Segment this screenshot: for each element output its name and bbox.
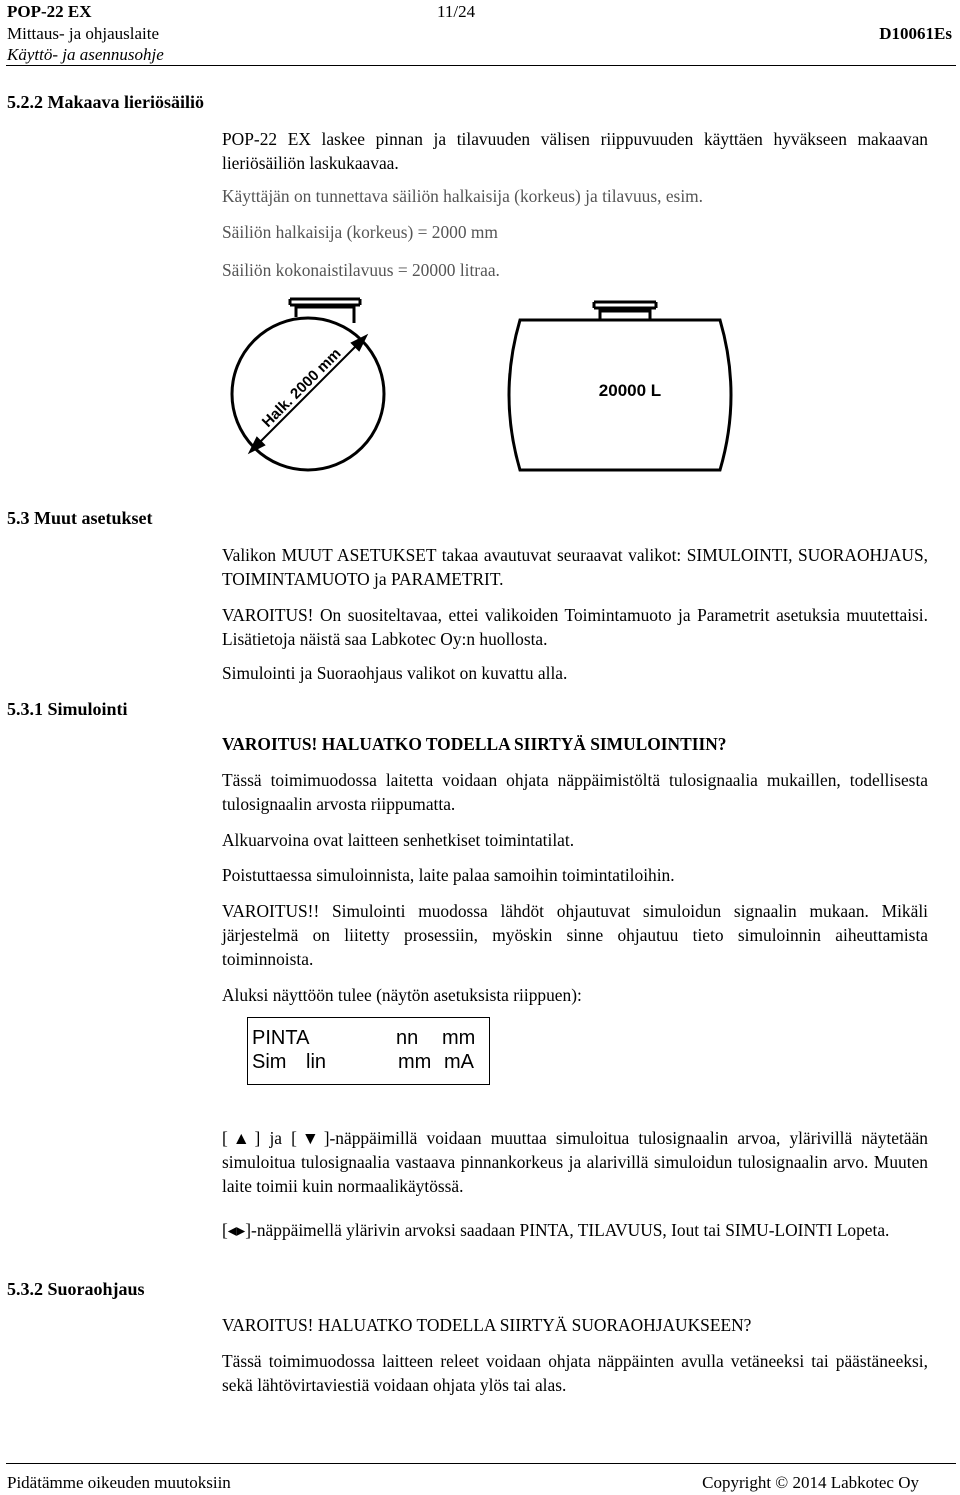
display-row1-value: nn (396, 1027, 419, 1049)
header-rule (6, 65, 956, 66)
paragraph: Valikon MUUT ASETUKSET takaa avautuvat seuraavat valikot: SIMULOINTI, SUORAOHJAUS, TOIMINTAMUOTO ja PARAMETRIT. (222, 545, 928, 589)
paragraph: VAROITUS! On suositeltavaa, ettei valikoiden Toimintamuoto ja Parametrit asetuksia muutettaisi. Lisätietoja näistä saa Labkotec Oy:n huollosta. (222, 605, 928, 649)
header-subtitle: Mittaus- ja ohjauslaite (7, 24, 160, 43)
page-number: 11/24 (437, 2, 476, 21)
paragraph: Aluksi näyttöön tulee (näytön asetuksista riippuen): (222, 985, 582, 1005)
paragraph: [▲] ja [▼]-näppäimillä voidaan muuttaa simuloitua tulosignaalin arvoa, ylärivillä näytetään simuloitua tulosignaalia vastaava pinnankorkeus ja alarivillä simuloidun tulosignaalin arvo. Muuten laite toimii kuin normaalikäytössä. (222, 1128, 928, 1196)
paragraph: Tässä toimimuodossa laitetta voidaan ohjata näppäimistöltä tulosignaalia mukaillen, todellisesta tulosignaalin arvosta riippumatta. (222, 770, 928, 814)
paragraph: Alkuarvoina ovat laitteen senhetkiset toimintatilat. (222, 830, 575, 850)
footer-left: Pidätämme oikeuden muutoksiin (7, 1473, 231, 1492)
footer-rule (6, 1463, 956, 1464)
display-row1-unit: mm (442, 1027, 476, 1049)
warning-heading: VAROITUS! HALUATKO TODELLA SIIRTYÄ SUORAOHJAUKSEEN? (222, 1315, 752, 1335)
section-heading-531: 5.3.1 Simulointi (7, 699, 128, 719)
header-product: POP-22 EX (7, 2, 92, 21)
display-row2-value: mm (398, 1051, 432, 1073)
paragraph: Simulointi ja Suoraohjaus valikot on kuvattu alla. (222, 663, 568, 683)
paragraph: Säiliön kokonaistilavuus = 20000 litraa. (222, 260, 500, 280)
device-display (247, 1017, 490, 1085)
doc-code: D10061Es (879, 24, 952, 43)
display-row2-label: Sim (252, 1051, 287, 1073)
tank-figure (220, 295, 760, 485)
paragraph: [◂▸]-näppäimellä ylärivin arvoksi saadaan PINTA, TILAVUUS, Iout tai SIMU-LOINTI Lopeta. (222, 1220, 890, 1240)
display-row2-unit: mA (444, 1051, 474, 1073)
paragraph: POP-22 EX laskee pinnan ja tilavuuden välisen riippuvuuden käyttäen hyväkseen makaavan lieriösäiliön laskukaavaa. (222, 129, 928, 173)
header-subtitle-2: Käyttö- ja asennusohje (7, 45, 164, 64)
display-row1-label: PINTA (252, 1027, 310, 1049)
section-heading-53: 5.3 Muut asetukset (7, 508, 153, 528)
paragraph: Käyttäjän on tunnettava säiliön halkaisija (korkeus) ja tilavuus, esim. (222, 186, 704, 206)
display-row2-mode: lin (306, 1051, 327, 1073)
footer-copyright: Copyright © 2014 Labkotec Oy (702, 1473, 919, 1492)
section-heading-522: 5.2.2 Makaava lieriösäiliö (7, 92, 204, 112)
warning-heading: VAROITUS! HALUATKO TODELLA SIIRTYÄ SIMULOINTIIN? (222, 734, 727, 754)
warning-paragraph: VAROITUS!! Simulointi muodossa lähdöt ohjautuvat simuloidun signaalin mukaan. Mikäli järjestelmä on liitetty prosessiin, myöskin sinne ohjautuu tieto simuloinnin aiheuttamista toiminnoista. (222, 901, 928, 969)
paragraph: Poistuttaessa simuloinnista, laite palaa samoihin toimintatiloihin. (222, 865, 675, 885)
paragraph: Säiliön halkaisija (korkeus) = 2000 mm (222, 222, 498, 242)
section-heading-532: 5.3.2 Suoraohjaus (7, 1279, 145, 1299)
volume-label: 20000 L (598, 381, 662, 400)
diameter-label: Halk. 2000 mm (258, 345, 345, 431)
paragraph: Tässä toimimuodossa laitteen releet voidaan ohjata näppäinten avulla vetäneeksi tai päästäneeksi, sekä lähtövirtaviestiä voidaan ohjata ylös tai alas. (222, 1351, 928, 1395)
diameter-arrow (250, 336, 366, 452)
